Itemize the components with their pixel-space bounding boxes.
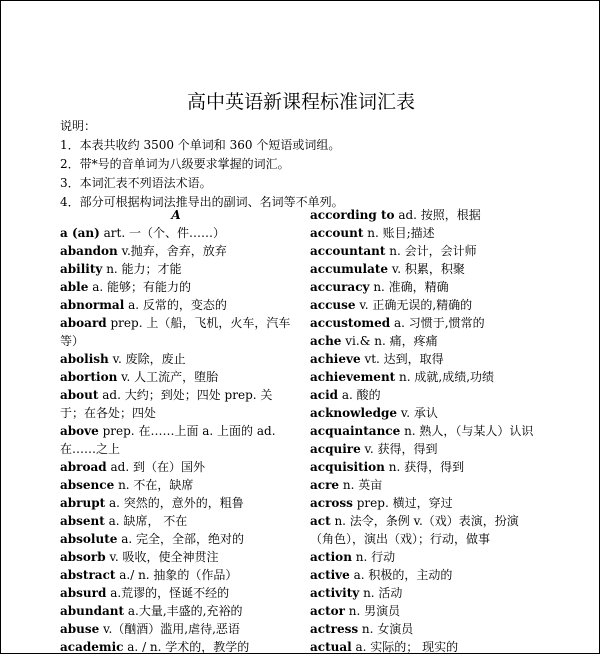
definition: a. 反常的，变态的 (128, 298, 227, 312)
definition: prep. 在……上面 a. 上面的 ad. 在……之上 (60, 424, 276, 456)
definition: v. 人工流产，堕胎 (121, 370, 219, 384)
headword: acknowledge (310, 406, 398, 420)
vocab-entry (60, 620, 292, 638)
definition: vi.& n. 痛，疼痛 (345, 334, 438, 348)
vocab-column-right (310, 206, 538, 656)
vocab-entry (310, 422, 538, 440)
vocab-entry (60, 242, 292, 260)
vocab-entry (60, 602, 292, 620)
definition: v.抛弃，舍弃，放弃 (121, 244, 227, 258)
page-title: 高中英语新课程标准词汇表 (186, 91, 415, 113)
headword: abandon (60, 244, 118, 258)
vocab-entry (310, 638, 538, 656)
vocab-entry (60, 368, 292, 386)
headword: absolute (60, 532, 118, 546)
headword: actor (310, 604, 345, 618)
definition: a. 能够；有能力的 (92, 280, 191, 294)
headword: actual (310, 640, 352, 654)
headword: act (310, 514, 331, 528)
definition: n. 获得，得到 (388, 460, 465, 474)
vocab-entry (60, 512, 292, 530)
headword: above (60, 424, 99, 438)
headword: a (an) (60, 226, 100, 240)
intro-heading: 说明： (60, 119, 97, 133)
definition: ad. 大约；到处；四处 prep. 关于；在各处；四处 (60, 388, 273, 420)
definition: a. 实际的； 现实的 (355, 640, 459, 654)
vocab-entry (310, 620, 538, 638)
headword: achievement (310, 370, 396, 384)
definition: n. 账目;描述 (367, 226, 435, 240)
intro-note: 3．本词汇表不列语法术语。 (60, 176, 212, 190)
headword: about (60, 388, 99, 402)
vocab-entry (60, 224, 292, 242)
vocab-entry (60, 548, 292, 566)
headword: accountant (310, 244, 386, 258)
headword: according to (310, 208, 395, 222)
vocab-entry (310, 476, 538, 494)
headword: acre (310, 478, 340, 492)
vocab-entry (310, 584, 538, 602)
vocab-entry (60, 278, 292, 296)
vocab-entry (60, 296, 292, 314)
vocab-entry (60, 530, 292, 548)
vocab-entry (310, 512, 538, 548)
definition: n. 成就,成绩,功绩 (399, 370, 495, 384)
definition: art. 一（个、件……） (103, 226, 225, 240)
headword: aboard (60, 316, 107, 330)
definition: n. 熟人，（与某人）认识 (404, 424, 534, 438)
vocab-entry (310, 350, 538, 368)
vocab-entry (310, 278, 538, 296)
vocab-entry (310, 602, 538, 620)
definition: v. 废除，废止 (112, 352, 186, 366)
vocab-entry (60, 476, 292, 494)
headword: accuracy (310, 280, 370, 294)
definition: a. 酸的 (341, 388, 381, 402)
vocab-entry (60, 422, 292, 458)
headword: acquisition (310, 460, 385, 474)
vocab-entry (310, 206, 538, 224)
headword: actress (310, 622, 359, 636)
vocab-entry (60, 386, 292, 422)
vocab-entry (60, 314, 292, 350)
vocab-entry (60, 260, 292, 278)
headword: action (310, 550, 352, 564)
vocab-entry (310, 224, 538, 242)
headword: abstract (60, 568, 116, 582)
headword: absent (60, 514, 105, 528)
definition: n. 男演员 (348, 604, 401, 618)
definition: v. 承认 (400, 406, 438, 420)
vocab-entry (310, 386, 538, 404)
headword: accumulate (310, 262, 389, 276)
definition: prep. 横过，穿过 (356, 496, 453, 510)
vocab-entry (60, 584, 292, 602)
vocab-column-left (60, 206, 292, 656)
headword: across (310, 496, 353, 510)
vocab-entry (310, 404, 538, 422)
headword: abuse (60, 622, 100, 636)
headword: account (310, 226, 364, 240)
headword: abortion (60, 370, 118, 384)
vocab-entry (310, 368, 538, 386)
vocab-entry (60, 638, 292, 656)
definition: a. 习惯于,惯常的 (393, 316, 485, 330)
vocab-entry (60, 494, 292, 512)
headword: absence (60, 478, 115, 492)
section-letter: A (171, 208, 181, 222)
definition: v.（酗酒）滥用,虐待,恶语 (103, 622, 240, 636)
definition: n. 女演员 (361, 622, 414, 636)
headword: abrupt (60, 496, 106, 510)
definition: a./ n. 抽象的（作品） (119, 568, 238, 582)
headword: ache (310, 334, 342, 348)
definition: n. 会计，会计师 (389, 244, 477, 258)
intro-section (60, 117, 580, 212)
headword: abroad (60, 460, 107, 474)
headword: absorb (60, 550, 106, 564)
headword: activity (310, 586, 360, 600)
vocab-entry (310, 494, 538, 512)
vocab-entry (60, 350, 292, 368)
definition: vt. 达到，取得 (364, 352, 444, 366)
headword: accustomed (310, 316, 391, 330)
definition: n. 能力；才能 (106, 262, 182, 276)
headword: abnormal (60, 298, 125, 312)
headword: achieve (310, 352, 361, 366)
vocab-entry (310, 296, 538, 314)
vocab-entry (60, 566, 292, 584)
definition: v. 获得，得到 (364, 442, 438, 456)
vocab-entry (310, 458, 538, 476)
vocab-entry (310, 566, 538, 584)
vocab-entry (310, 260, 538, 278)
definition: n. 法令，条例 v.（戏）表演，扮演（角色），演出（戏）；行动，做事 (310, 514, 519, 546)
definition: n. 活动 (363, 586, 403, 600)
headword: acid (310, 388, 339, 402)
definition: a. 突然的，意外的，粗鲁 (108, 496, 244, 510)
headword: academic (60, 640, 124, 654)
headword: acquire (310, 442, 361, 456)
definition: prep. 上（船，飞机，火车，汽车等） (60, 316, 291, 348)
definition: a.大量,丰盛的,充裕的 (127, 604, 243, 618)
definition: n. 行动 (355, 550, 396, 564)
headword: active (310, 568, 350, 582)
definition: ad. 到（在）国外 (110, 460, 205, 474)
headword: abundant (60, 604, 125, 618)
intro-note: 2．带*号的音单词为八级要求掌握的词汇。 (60, 157, 290, 171)
definition: a. / n. 学术的，教学的 (127, 640, 250, 654)
vocab-entry (310, 548, 538, 566)
vocab-entry (310, 242, 538, 260)
headword: ability (60, 262, 103, 276)
definition: v. 积累，积聚 (391, 262, 465, 276)
headword: abolish (60, 352, 109, 366)
headword: acquaintance (310, 424, 401, 438)
definition: n. 不在，缺席 (118, 478, 194, 492)
definition: a. 缺席， 不在 (108, 514, 188, 528)
definition: a. 积极的，主动的 (353, 568, 453, 582)
vocab-entry (310, 440, 538, 458)
headword: absurd (60, 586, 107, 600)
headword: able (60, 280, 89, 294)
definition: ad. 按照，根据 (398, 208, 481, 222)
definition: a.荒谬的，怪诞不经的 (110, 586, 230, 600)
definition: v. 吸收，使全神贯注 (109, 550, 219, 564)
vocab-entry (60, 458, 292, 476)
definition: n. 英亩 (342, 478, 383, 492)
intro-note: 4．部分可根据构词法推导出的副词、名词等不单列。 (60, 195, 344, 209)
vocab-entry (310, 314, 538, 332)
vocab-entry (310, 332, 538, 350)
definition: n. 准确，精确 (373, 280, 449, 294)
definition: a. 完全，全部，绝对的 (121, 532, 245, 546)
intro-note: 1．本表共收约 3500 个单词和 360 个短语或词组。 (60, 138, 341, 152)
headword: accuse (310, 298, 356, 312)
definition: v. 正确无误的,精确的 (359, 298, 473, 312)
